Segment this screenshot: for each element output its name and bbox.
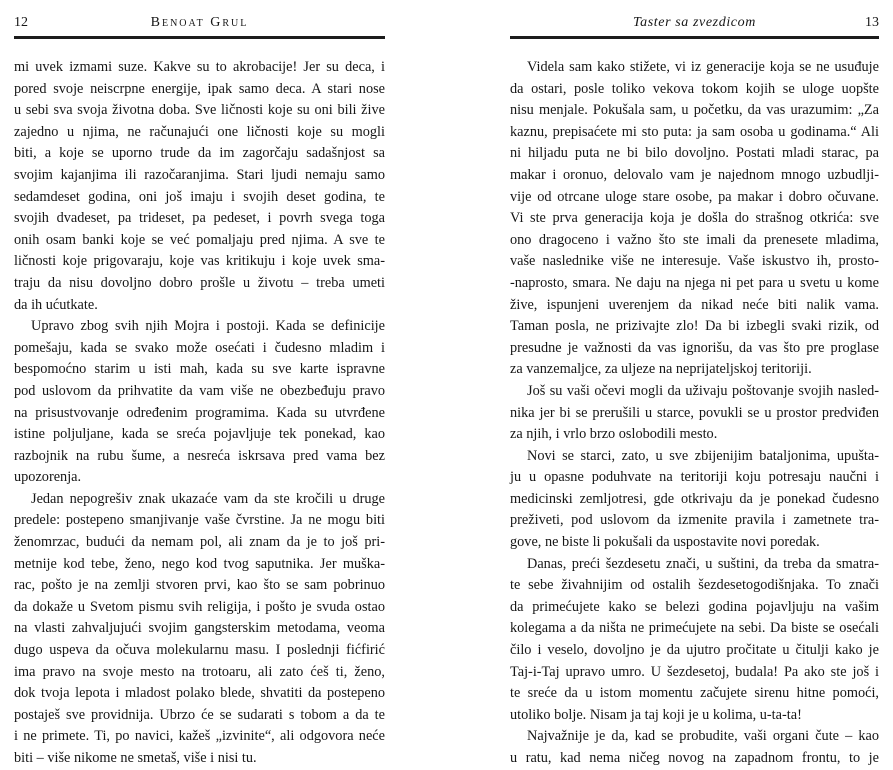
- text-line: Vi ste prva generacija koja je došla do strašnog otkrića: sve: [510, 210, 879, 227]
- text-line: u sebi sva svoja životna doba. Sve ličnosti koje su oni bili žive: [14, 102, 385, 119]
- page-number: 13: [865, 15, 879, 30]
- text-line: Upravo zbog svih njih Mojra i postoji. Kada se definicije: [31, 318, 385, 335]
- text-line: za vanzemaljce, za uljeze na neprijateljskoj teritoriji.: [510, 361, 812, 378]
- text-line: zajedno u njima, ne računajući one ličnosti koje su mogli: [14, 123, 385, 140]
- right-page: [510, 0, 879, 766]
- text-line: da primećujete kako se belezi godina pojavljuju na vašim: [510, 598, 879, 615]
- text-line: na vlasti zahvaljujući svojim gangsterskim metodama, veoma: [14, 620, 385, 637]
- text-line: istine poljuljane, kada se sreća pojavljuje tek ponekad, kao: [14, 426, 385, 443]
- running-title-author: Benoat Grul: [150, 15, 249, 30]
- text-line: ni hiljadu puta ne bi bilo dovoljno. Postati mladi starac, pa: [510, 145, 879, 162]
- text-line: ju u opasne poduhvate na teritoriji koju potresaju naučni i: [510, 469, 879, 486]
- text-line: za njih, i vrlo brzo oslobodili mesto.: [510, 426, 718, 443]
- text-line: pored svoje neiscrpne energije, ipak samo deca. A stari nose: [14, 80, 385, 97]
- text-line: svojim kajanjima ili razočaranjima. Stari ljudi nemaju samo: [14, 166, 385, 183]
- text-line: metnije kod tebe, ženo, nego kod tvog saputnika. Jer muška-: [14, 555, 385, 572]
- text-line: ono dragoceno i važno što ste imali da prenesete mladima,: [510, 231, 879, 248]
- text-line: Novi se starci, zato, u sve zbijenijim bataljonima, upušta-: [527, 447, 879, 464]
- text-line: Najvažnije je da, kad se probudite, vaši organi čute – kao: [527, 728, 879, 745]
- text-line: utoliko bolje. Nisam ja taj koji je u kolima, u-ta-ta!: [510, 706, 802, 723]
- text-line: biti, a koje se uporno trude da im zagorčaju sadašnjost sa: [14, 145, 385, 162]
- text-line: da ostari, posle toliko vekova tokom kojih se uloge uopšte: [510, 80, 879, 97]
- text-line: gove, ne biste li pokušali da uspostavite novi poredak.: [510, 534, 820, 551]
- text-line: čilo i veselo, dovoljno je da ujutro pročitate u čitulji kako je: [510, 642, 879, 659]
- text-line: presudne je važnosti da vas ignorišu, da vas što pre proglase: [510, 339, 879, 356]
- text-line: kolegama a da ništa ne primećujete na sebi. Da biste se osećali: [510, 620, 879, 637]
- text-line: nisu menjale. Pokušala sam, u početku, da vas urazumim: „Za: [510, 102, 879, 119]
- text-line: Jedan nepogrešiv znak ukazaće vam da ste kročili u druge: [31, 490, 385, 507]
- text-line: da dokaže u Svetom pismu svih religija, i pošto je svuda ostao: [14, 598, 385, 615]
- text-line: Danas, preći šezdesetu znači, u suštini, da treba da smatra-: [527, 555, 879, 572]
- text-line: da ih ućutkate.: [14, 296, 98, 313]
- text-line: ženomrzac, budući da nemam pol, ali znam da je to još pri-: [14, 534, 385, 551]
- text-line: upozorenja.: [14, 469, 82, 486]
- page-number: 12: [14, 15, 28, 30]
- text-line: -naprosto, smara. Ne daju na njega ni pet para u svetu u kome: [510, 274, 879, 291]
- right-page-header: [510, 0, 879, 30]
- text-line: ličnosti koje prigovaraju, koje vas kritikuju i koje uvek sma-: [14, 253, 385, 270]
- text-line: Još su vaši očevi mogli da uživaju poštovanje svojih nasled-: [527, 382, 879, 399]
- text-line: preživeti, pod uslovom da izmenite pravila i zametnete tra-: [510, 512, 879, 529]
- text-line: rac, pošto je na zemlji stvoren prvi, kao što se sam pobrinuo: [14, 577, 385, 594]
- text-line: i ne primete. Ti, po navici, kažeš „izvinite“, ali odgovora neće: [14, 728, 385, 745]
- text-line: medicinski zemljotresi, gde otkrivaju da je ponekad čudesno: [510, 490, 879, 507]
- text-line: žive, ispunjeni uverenjem da nikad neće biti nalik vama.: [510, 296, 879, 313]
- text-line: svojih dvadeset, pa trideset, pa pedeset, i povrh svega toga: [14, 210, 385, 227]
- header-rule: [14, 36, 385, 39]
- text-line: nika jer bi se prerušili u starce, povukli se u prostor predviđen: [510, 404, 879, 421]
- text-line: biti – više nikome ne smetaš, više i nisi tu.: [14, 750, 257, 766]
- text-line: Taj-i-Taj upravo umro. U šezdesetoj, budala! Pa ako ste još i: [510, 663, 879, 680]
- text-line: na prisustvovanje određenim programima. Kada su utvrđene: [14, 404, 385, 421]
- text-line: onih osam banki koje se već pomaljaju pred njima. A sve te: [14, 231, 385, 248]
- left-page-header: [14, 0, 385, 30]
- text-line: kaznu, prepisaćete mi sto puta: ja sam osoba u godinama.“ Ali: [510, 123, 879, 140]
- text-line: makar i oronuo, delovalo vam je najednom mnogo uzbudlji-: [510, 166, 879, 183]
- left-page: [14, 0, 385, 766]
- text-line: dok tvoja lepota i mladost polako blede, shvatiti da postepeno: [14, 685, 385, 702]
- text-line: Videla sam kako stižete, vi iz generacije koja se ne usuđuje: [527, 59, 879, 75]
- text-line: mi uvek izmami suze. Kakve su to akrobacije! Jer su deca, i: [14, 59, 385, 75]
- text-line: u ratu, kad nema ničeg novog na zapadnom frontu, to je: [510, 750, 879, 766]
- text-line: predele: postepeno smanjivanje vaše čvrstine. Ja ne mogu biti: [14, 512, 385, 529]
- text-line: te sreće da u istom momentu začujete sirenu hitne pomoći,: [510, 685, 879, 702]
- text-line: dugo uspeva da očuva molekularnu masu. I poslednji fićfirić: [14, 642, 385, 659]
- text-line: Taman posla, ne prizivajte zlo! Da bi izbegli svaki rizik, od: [510, 318, 879, 335]
- text-line: te sebe živahnijim od ostalih šezdesetogodišnjaka. To znači: [510, 577, 879, 594]
- text-line: pod uslovom da prihvatite da vam više ne obezbeđuju pravo: [14, 382, 385, 399]
- text-line: ima pravo na svoje mesto na trotoaru, ali zato ćeš ti, ženo,: [14, 663, 385, 680]
- text-line: postaješ sve providnija. Ubrzo će se sudarati s tobom a da te: [14, 706, 385, 723]
- header-rule: [510, 36, 879, 39]
- text-line: sedamdeset godina, oni još imaju i svojih deset godina, te: [14, 188, 385, 205]
- text-line: razbojnik na rubu šume, a nesreća iskrsava pred vama bez: [14, 447, 385, 464]
- text-line: traju da nisu dovoljno dobro prošle u životu – treba umeti: [14, 274, 385, 291]
- text-line: vije od otrcane uloge stare osobe, pa makar i dobro očuvane.: [510, 188, 879, 205]
- left-page-body: [14, 57, 385, 770]
- text-line: bespomoćno starim u isti mah, kada su sve karte ispravne: [14, 361, 385, 378]
- running-title-book: Taster sa zvezdicom: [633, 15, 756, 30]
- text-line: vaše naslednike više ne interesuje. Vaše iskustvo ih, prosto-: [510, 253, 879, 270]
- right-page-body: [510, 57, 879, 770]
- text-line: pomešaju, kada se svako može osećati i čudesno mladim i: [14, 339, 385, 356]
